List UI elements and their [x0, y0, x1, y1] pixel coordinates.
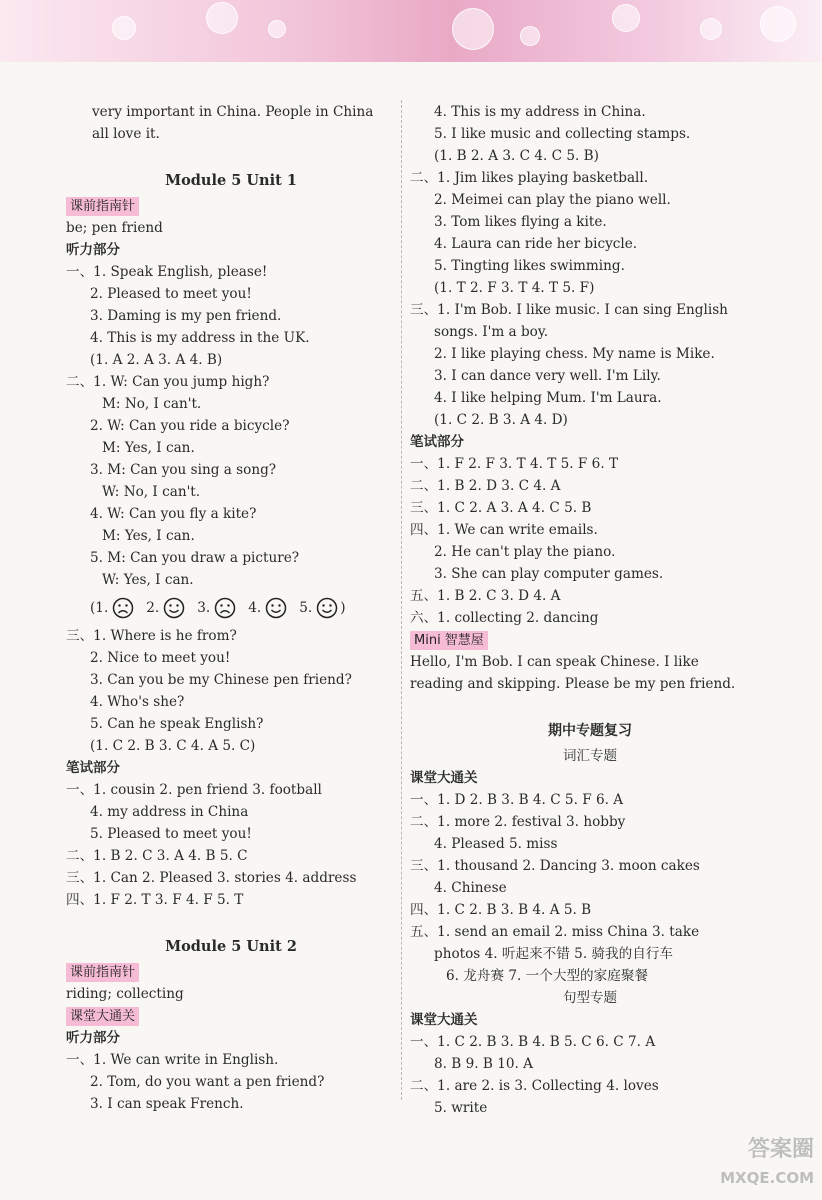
section-title: Module 5 Unit 2 [165, 938, 297, 955]
answer-line: 2. Meimei can play the piano well. [434, 192, 671, 208]
answer-line: (1. A 2. A 3. A 4. B) [90, 352, 223, 368]
answer-line: 三、1. I'm Bob. I like music. I can sing English [410, 302, 728, 318]
header-decoration-band [0, 0, 822, 62]
faces-answer-row [66, 591, 396, 625]
answer-line: 一、1. D 2. B 3. B 4. C 5. F 6. A [410, 792, 624, 808]
bubble-decoration [268, 20, 286, 38]
bubble-decoration [760, 6, 796, 42]
answer-line: 3. M: Can you sing a song? [90, 462, 277, 478]
answer-line: Hello, I'm Bob. I can speak Chinese. I like [410, 654, 699, 670]
answer-line: 8. B 9. B 10. A [434, 1056, 533, 1072]
answer-line: 4. This is my address in the UK. [90, 330, 310, 346]
happy-face-icon [316, 597, 338, 619]
bubble-decoration [700, 18, 722, 40]
answer-line: 二、1. more 2. festival 3. hobby [410, 814, 626, 830]
answer-line: 2. He can't play the piano. [434, 544, 616, 560]
answer-line: (1. B 2. A 3. C 4. C 5. B) [434, 148, 599, 164]
answer-line: 五、1. send an email 2. miss China 3. take [410, 924, 700, 940]
answer-line: 4. I like helping Mum. I'm Laura. [434, 390, 662, 406]
answer-line: (1. C 2. B 3. A 4. D) [434, 412, 568, 428]
answer-line: 一、1. Speak English, please! [66, 264, 268, 280]
watermark-line: 答案圈 [747, 1137, 814, 1162]
answer-line: 5. M: Can you draw a picture? [90, 550, 300, 566]
answer-line: 一、1. F 2. F 3. T 4. T 5. F 6. T [410, 456, 619, 472]
sad-face-icon [214, 597, 236, 619]
answer-line: 3. Tom likes flying a kite. [434, 214, 607, 230]
intro-line: very important in China. People in China [92, 104, 374, 120]
answer-line: 5. Pleased to meet you! [90, 826, 252, 842]
faces-close: ) [340, 600, 346, 616]
subsection-heading: 课堂大通关 [410, 770, 478, 786]
faces-num-3: 3. [197, 600, 211, 616]
answer-line: 二、1. B 2. C 3. A 4. B 5. C [66, 848, 248, 864]
answer-line: 3. Daming is my pen friend. [90, 308, 282, 324]
answer-line: (1. T 2. F 3. T 4. T 5. F) [434, 280, 595, 296]
answer-line: 2. Nice to meet you! [90, 650, 231, 666]
answer-line: 4. my address in China [90, 804, 249, 820]
faces-open: (1. [90, 600, 109, 616]
answer-line: be; pen friend [66, 220, 163, 236]
answer-line: M: Yes, I can. [102, 440, 195, 456]
answer-line: 4. This is my address in China. [434, 104, 646, 120]
answer-line: 四、1. F 2. T 3. F 4. F 5. T [66, 892, 244, 908]
bubble-decoration [112, 16, 136, 40]
section-title: 期中专题复习 [548, 723, 632, 739]
bubble-decoration [520, 26, 540, 46]
answer-line: 5. I like music and collecting stamps. [434, 126, 691, 142]
answer-line: 3. I can dance very well. I'm Lily. [434, 368, 661, 384]
happy-face-icon [163, 597, 185, 619]
answer-line: 2. Pleased to meet you! [90, 286, 252, 302]
right-column [410, 101, 770, 1119]
answer-line: 五、1. B 2. C 3. D 4. A [410, 588, 561, 604]
answer-line: 2. W: Can you ride a bicycle? [90, 418, 290, 434]
answer-line: (1. C 2. B 3. C 4. A 5. C) [90, 738, 256, 754]
subsection-heading: 笔试部分 [66, 760, 120, 776]
section-tag: 课前指南针 [66, 963, 139, 982]
answer-line: 6. 龙舟赛 7. 一个大型的家庭聚餐 [446, 968, 649, 984]
answer-line: 二、1. are 2. is 3. Collecting 4. loves [410, 1078, 659, 1094]
answer-line: 二、1. W: Can you jump high? [66, 374, 270, 390]
section-title: Module 5 Unit 1 [165, 172, 297, 189]
answer-line: 3. I can speak French. [90, 1096, 244, 1112]
answer-line: 一、1. C 2. B 3. B 4. B 5. C 6. C 7. A [410, 1034, 656, 1050]
faces-num-2: 2. [146, 600, 160, 616]
section-tag: 课前指南针 [66, 197, 139, 216]
bubble-decoration [612, 4, 640, 32]
answer-line: 二、1. B 2. D 3. C 4. A [410, 478, 561, 494]
answer-line: 4. Laura can ride her bicycle. [434, 236, 638, 252]
faces-num-5: 5. [299, 600, 313, 616]
subsection-heading: 听力部分 [66, 1030, 120, 1046]
answer-line: 5. write [434, 1100, 488, 1116]
faces-num-4: 4. [248, 600, 262, 616]
answer-line: 5. Can he speak English? [90, 716, 264, 732]
left-column [66, 101, 396, 1115]
answer-line: riding; collecting [66, 986, 184, 1002]
answer-line: M: Yes, I can. [102, 528, 195, 544]
intro-line: all love it. [92, 126, 160, 142]
bubble-decoration [452, 8, 494, 50]
subsection-heading: 课堂大通关 [410, 1012, 478, 1028]
answer-line: 一、1. We can write in English. [66, 1052, 279, 1068]
answer-line: 2. I like playing chess. My name is Mike. [434, 346, 715, 362]
answer-line: 二、1. Jim likes playing basketball. [410, 170, 649, 186]
answer-line: 4. Chinese [434, 880, 507, 896]
section-subtitle: 词汇专题 [563, 748, 617, 764]
answer-line: photos 4. 听起来不错 5. 骑我的自行车 [434, 946, 674, 962]
answer-line: reading and skipping. Please be my pen friend. [410, 676, 736, 692]
column-divider [401, 100, 402, 1100]
subsection-heading: 听力部分 [66, 242, 120, 258]
answer-line: 三、1. thousand 2. Dancing 3. moon cakes [410, 858, 700, 874]
sad-face-icon [112, 597, 134, 619]
answer-line: 三、1. C 2. A 3. A 4. C 5. B [410, 500, 592, 516]
answer-line: W: No, I can't. [102, 484, 201, 500]
watermark-logo [694, 1136, 814, 1196]
answer-line: 5. Tingting likes swimming. [434, 258, 625, 274]
watermark-line: MXQE.COM [720, 1169, 814, 1187]
answer-line: 四、1. We can write emails. [410, 522, 598, 538]
answer-line: M: No, I can't. [102, 396, 202, 412]
answer-line: 三、1. Can 2. Pleased 3. stories 4. address [66, 870, 357, 886]
answer-line: 4. Pleased 5. miss [434, 836, 558, 852]
section-subtitle: 句型专题 [563, 990, 617, 1006]
answer-line: 四、1. C 2. B 3. B 4. A 5. B [410, 902, 592, 918]
answer-line: 4. W: Can you fly a kite? [90, 506, 257, 522]
mini-tag: Mini 智慧屋 [410, 631, 488, 650]
happy-face-icon [265, 597, 287, 619]
bubble-decoration [206, 2, 238, 34]
answer-line: 一、1. cousin 2. pen friend 3. football [66, 782, 322, 798]
answer-line: 2. Tom, do you want a pen friend? [90, 1074, 325, 1090]
section-tag: 课堂大通关 [66, 1007, 139, 1026]
answer-line: 三、1. Where is he from? [66, 628, 237, 644]
subsection-heading: 笔试部分 [410, 434, 464, 450]
answer-line: W: Yes, I can. [102, 572, 194, 588]
answer-line: 六、1. collecting 2. dancing [410, 610, 599, 626]
answer-line: songs. I'm a boy. [434, 324, 549, 340]
answer-line: 4. Who's she? [90, 694, 185, 710]
answer-line: 3. Can you be my Chinese pen friend? [90, 672, 352, 688]
answer-line: 3. She can play computer games. [434, 566, 664, 582]
